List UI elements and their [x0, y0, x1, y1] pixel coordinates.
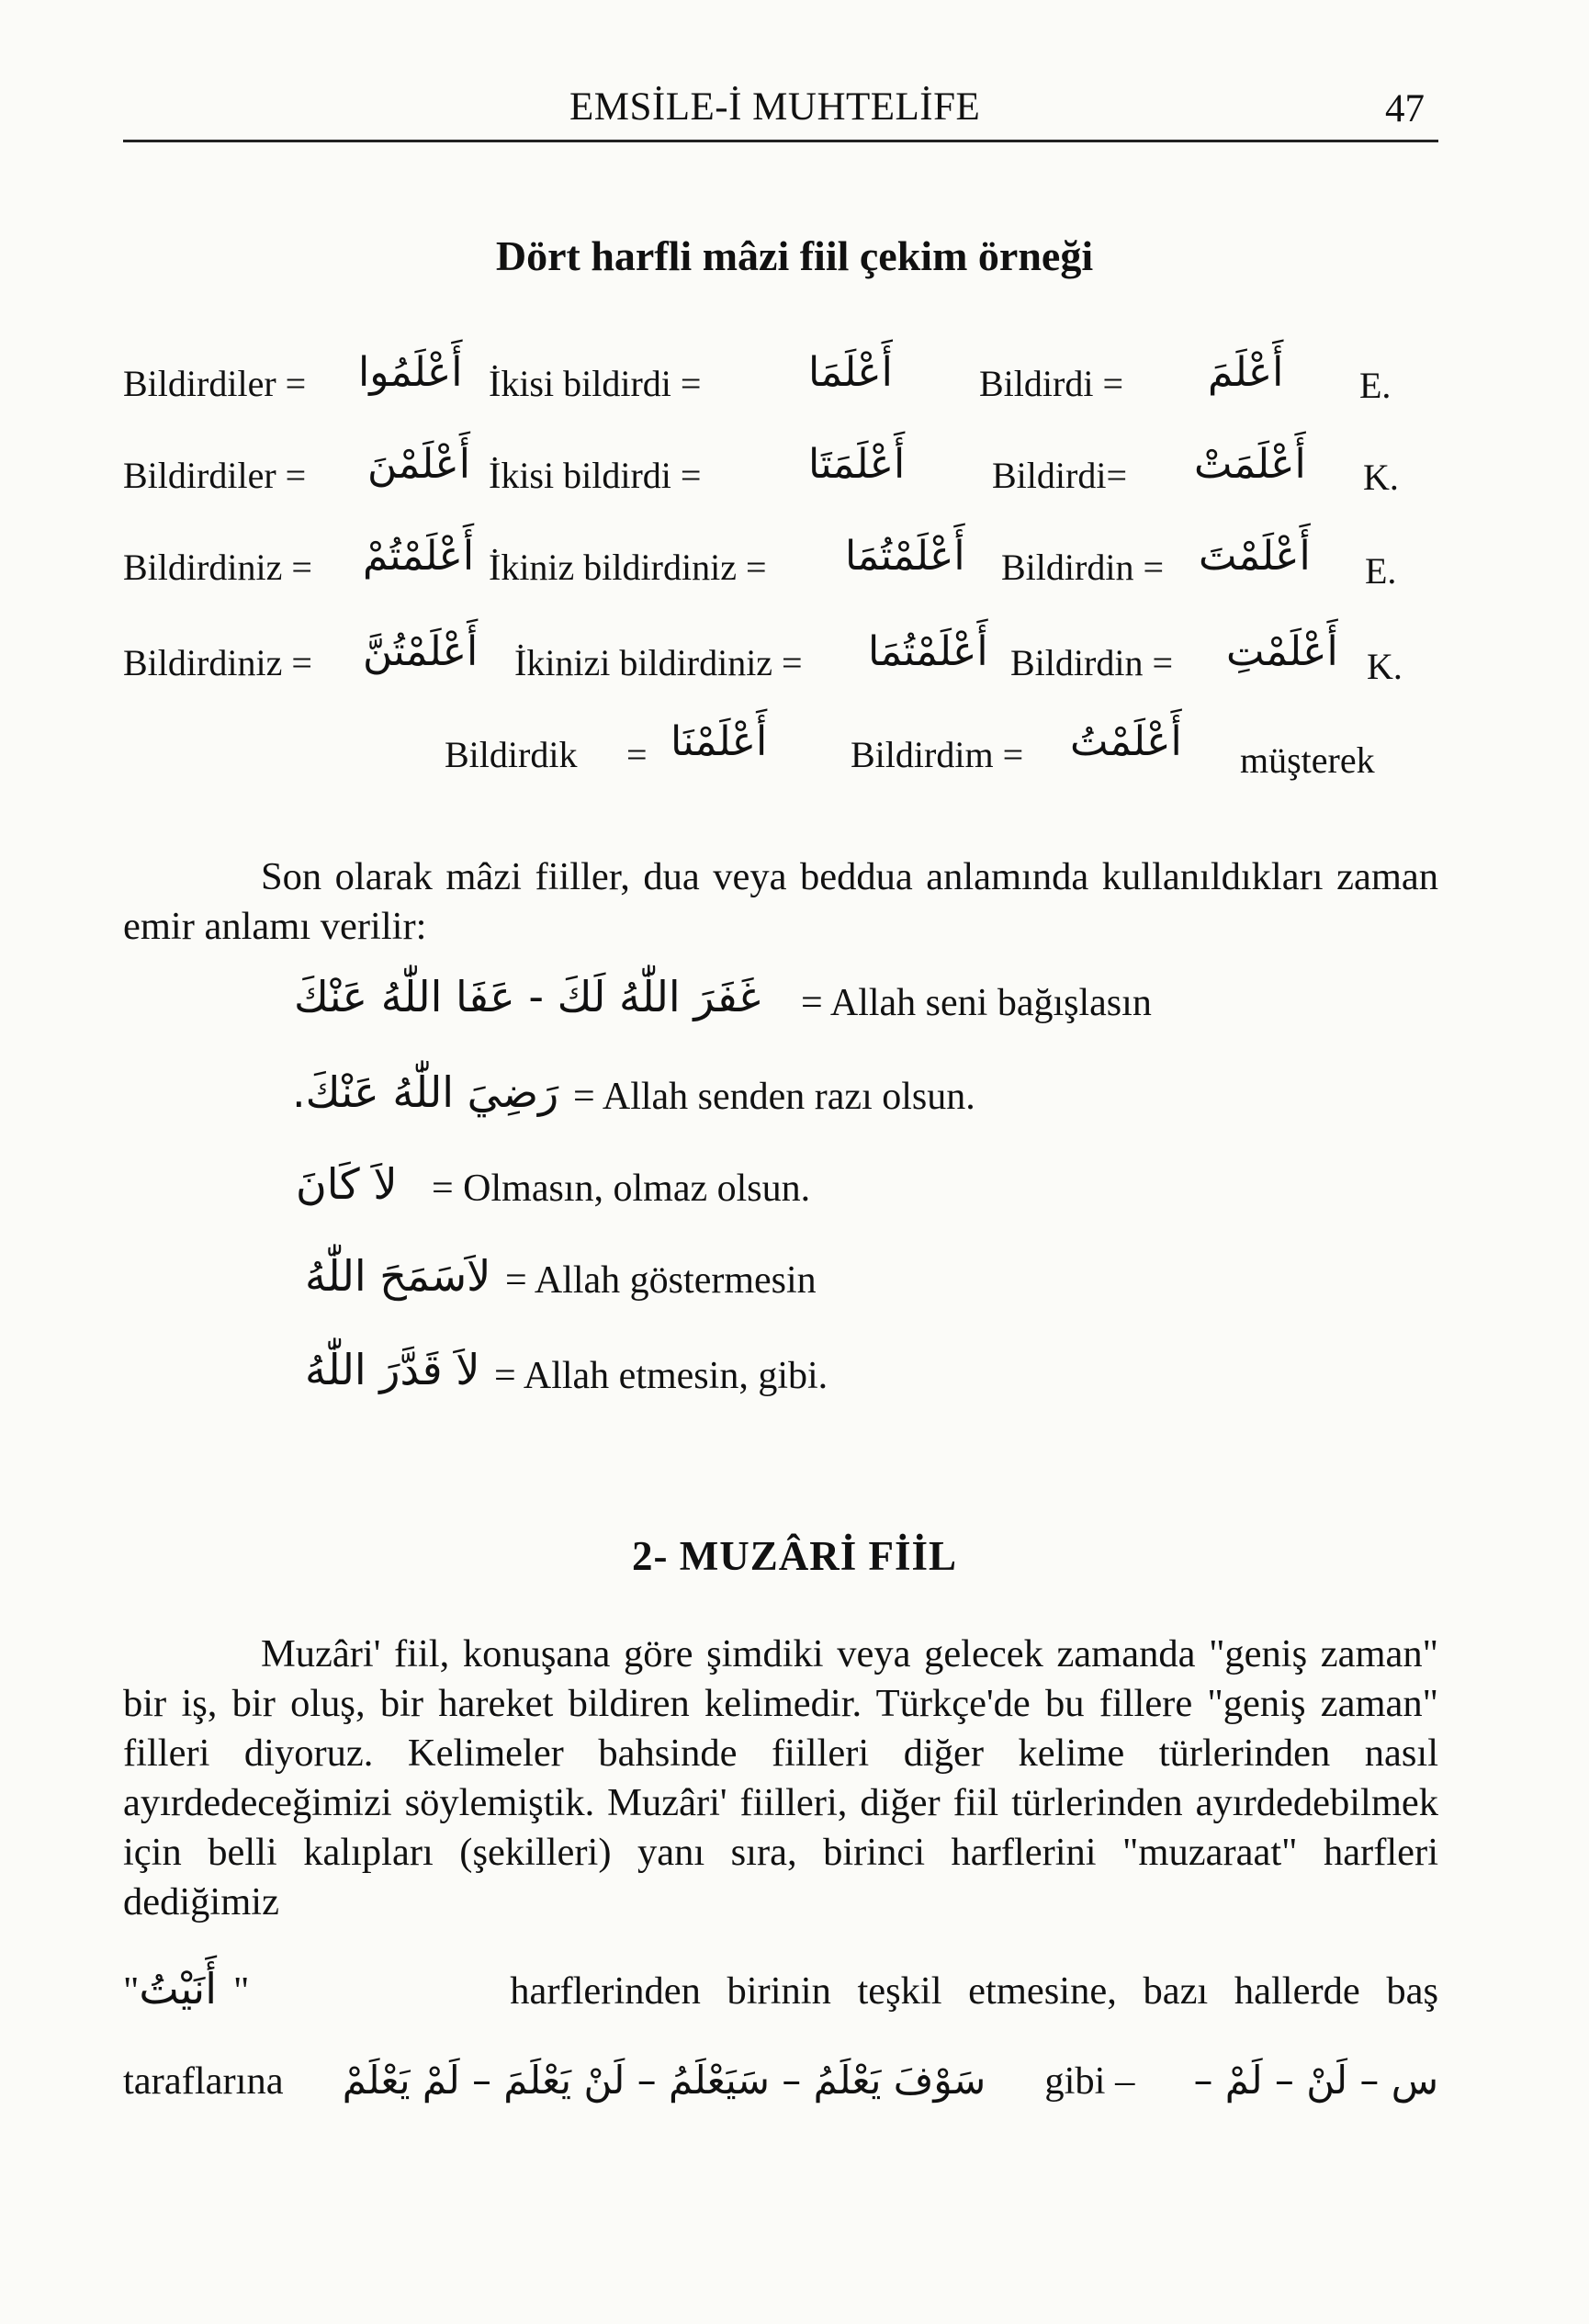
dual-label: İkisi bildirdi = [489, 455, 702, 496]
dual-arabic: أَعْلَمْتُمَا [845, 533, 965, 580]
singular-label: Bildirdin = [1001, 547, 1165, 588]
gender-tag: K. [1367, 646, 1403, 687]
particles-arabic: س – لَنْ – لَمْ – [1193, 2058, 1438, 2103]
section-heading: 2- MUZÂRİ FİİL [631, 1533, 957, 1579]
examples-arabic: سَوْفَ يَعْلَمُ – سَيَعْلَمُ – لَنْ يَعْلَمَ – لَمْ يَعْلَمْ [342, 2058, 986, 2103]
plural-label: Bildirdiniz = [123, 547, 312, 588]
intro-paragraph: Son olarak mâzi fiiller, dua veya beddua anlamında kullanıldıkları zaman emir anlamı verilir: [123, 855, 1438, 948]
plural-label: Bildirdiler = [123, 455, 307, 496]
singular-arabic: أَعْلَمَ [1208, 349, 1284, 396]
singular-label: Bildirdim = [851, 734, 1024, 775]
prayer-translation: = Allah göstermesin [505, 1259, 817, 1302]
plural-arabic: أَعْلَمْنَ [367, 441, 470, 488]
plural-label: Bildirdiniz = [123, 642, 312, 683]
line-start-text: taraflarına [123, 2059, 284, 2103]
plural-label: Bildirdik [445, 734, 578, 775]
line-text: harflerinden birinin teşkil etmesine, bazı hallerde baş [510, 1969, 1438, 2013]
page-number: 47 [1385, 87, 1425, 130]
open-quote: " [123, 1969, 140, 2013]
singular-arabic: أَعْلَمَتْ [1194, 441, 1306, 488]
dual-arabic: أَعْلَمَا [808, 349, 893, 396]
section-paragraph: Muzâri' fiil, konuşana göre şimdiki veya gelecek zamanda "geniş zaman" bir iş, bir oluş, bir hareket bildiren kelimedir. Türkçe'de bu fillere "geniş zaman" filleri diyoruz. Kelimeler bahsinde fiilleri diğer kelime türlerinden nasıl ayırdedeceğimizi söylemiştik. Muzâri' fiilleri, diğer fiil türlerinden ayırdedebilmek için belli kalıpları (şekilleri) yanı sıra, birinci harflerini "muzaraat" harfleri dediğimiz [123, 1632, 1438, 1924]
prayer-translation: = Olmasın, olmaz olsun. [432, 1168, 811, 1210]
intro-paragraph-block [123, 852, 1438, 952]
plural-arabic: أَعْلَمْتُمْ [363, 533, 475, 580]
prayer-translation: = Allah seni bağışlasın [801, 982, 1152, 1024]
conjugation-title: Dört harfli mâzi fiil çekim örneği [495, 232, 1094, 279]
plural-arabic: أَعْلَمْتُنَّ [363, 628, 479, 675]
gender-tag: E. [1359, 365, 1392, 406]
prayer-arabic: لاَ كَانَ [296, 1159, 398, 1209]
singular-label: Bildirdi= [992, 455, 1128, 496]
dual-label: İkiniz bildirdiniz = [489, 547, 767, 588]
muzaraat-letters-group [123, 1964, 249, 2014]
prayer-translation: = Allah senden razı olsun. [573, 1076, 975, 1118]
gender-tag: müşterek [1240, 739, 1375, 781]
header-rule [123, 140, 1438, 142]
prayer-arabic: غَفَرَ اللّٰهُ لَكَ - عَفَا اللّٰهُ عَنْكَ [294, 972, 761, 1021]
prayer-arabic: رَضِيَ اللّٰهُ عَنْكَ. [292, 1067, 559, 1117]
muzaraat-letters-line [123, 1964, 1438, 2014]
dual-label: İkisi bildirdi = [489, 363, 702, 404]
gibi-text: gibi – [1044, 2059, 1135, 2103]
examples-line [123, 2058, 1438, 2104]
running-title: EMSİLE-İ MUHTELİFE [569, 85, 981, 129]
dual-arabic: أَعْلَمْتُمَا [868, 628, 988, 675]
gender-tag: E. [1365, 550, 1397, 592]
prayer-arabic: لاَ قَدَّرَ اللّٰهُ [305, 1345, 480, 1394]
plural-arabic: أَعْلَمْنَا [671, 718, 768, 765]
singular-arabic: أَعْلَمْتُ [1070, 718, 1182, 765]
plural-arabic: أَعْلَمُوا [358, 349, 463, 396]
dual-arabic: أَعْلَمَتَا [808, 441, 906, 488]
prayer-translation: = Allah etmesin, gibi. [494, 1355, 828, 1397]
section-paragraph-block [123, 1630, 1438, 1927]
equals-sign: = [626, 734, 648, 775]
prayer-arabic: لاَسَمَحَ اللّٰهُ [305, 1251, 491, 1301]
muzaraat-letters-arabic: أَنَيْتُ [139, 1964, 217, 2014]
singular-arabic: أَعْلَمْتَ [1199, 533, 1311, 580]
gender-tag: K. [1363, 457, 1399, 498]
singular-label: Bildirdi = [979, 363, 1124, 404]
dual-label: İkinizi bildirdiniz = [514, 642, 803, 683]
plural-label: Bildirdiler = [123, 363, 307, 404]
singular-arabic: أَعْلَمْتِ [1226, 628, 1338, 675]
singular-label: Bildirdin = [1010, 642, 1174, 683]
close-quote: " [233, 1969, 250, 2013]
